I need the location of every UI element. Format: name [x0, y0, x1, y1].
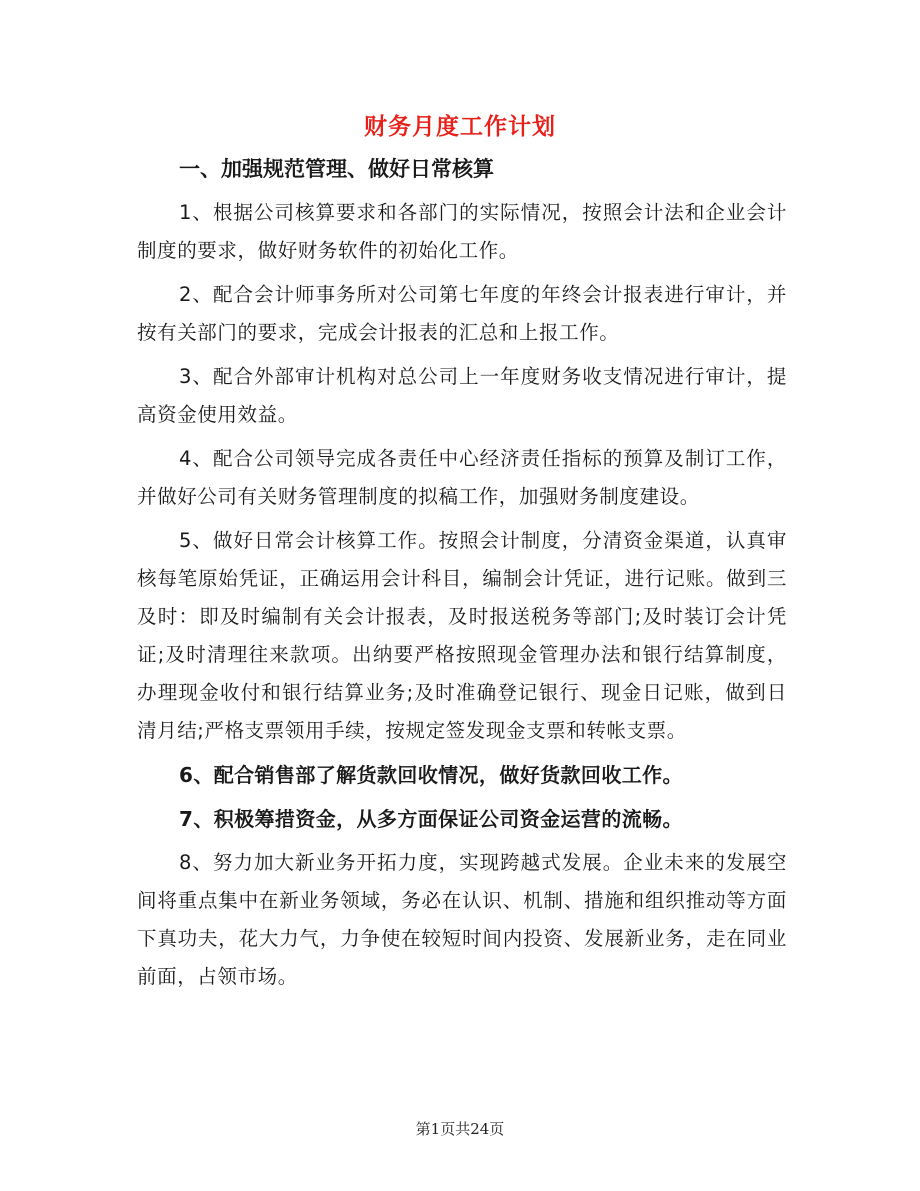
- paragraph-8: 8、努力加大新业务开拓力度，实现跨越式发展。企业未来的发展空间将重点集中在新业务领域，务必在认识、机制、措施和组织推动等方面下真功夫，花大力气，力争使在较短时间内投资、发展新业务，走在同业前面，占领市场。: [137, 851, 787, 988]
- paragraph-7: 7、积极筹措资金，从多方面保证公司资金运营的流畅。: [179, 807, 683, 831]
- section-heading: 一、加强规范管理、做好日常核算: [179, 157, 494, 181]
- page-footer: 第1页共24页: [415, 1120, 505, 1138]
- paragraph-4: 4、配合公司领导完成各责任中心经济责任指标的预算及制订工作，并做好公司有关财务管理制度的拟稿工作，加强财务制度建设。: [137, 447, 787, 508]
- document-title: 财务月度工作计划: [364, 114, 556, 140]
- paragraph-2: 2、配合会计师事务所对公司第七年度的年终会计报表进行审计，并按有关部门的要求，完成会计报表的汇总和上报工作。: [137, 283, 787, 344]
- paragraph-3: 3、配合外部审计机构对总公司上一年度财务收支情况进行审计，提高资金使用效益。: [137, 365, 787, 426]
- document-body: [137, 150, 787, 1002]
- paragraph-6: 6、配合销售部了解货款回收情况，做好货款回收工作。: [179, 763, 683, 787]
- paragraph-1: 1、根据公司核算要求和各部门的实际情况，按照会计法和企业会计制度的要求，做好财务软件的初始化工作。: [137, 201, 787, 262]
- paragraph-5: 5、做好日常会计核算工作。按照会计制度，分清资金渠道，认真审核每笔原始凭证，正确运用会计科目，编制会计凭证，进行记账。做到三及时：即及时编制有关会计报表，及时报送税务等部门;及时装订会计凭证;及时清理往来款项。出纳要严格按照现金管理办法和银行结算制度，办理现金收付和银行结算业务;及时准确登记银行、现金日记账，做到日清月结;严格支票领用手续，按规定签发现金支票和转帐支票。: [137, 529, 787, 742]
